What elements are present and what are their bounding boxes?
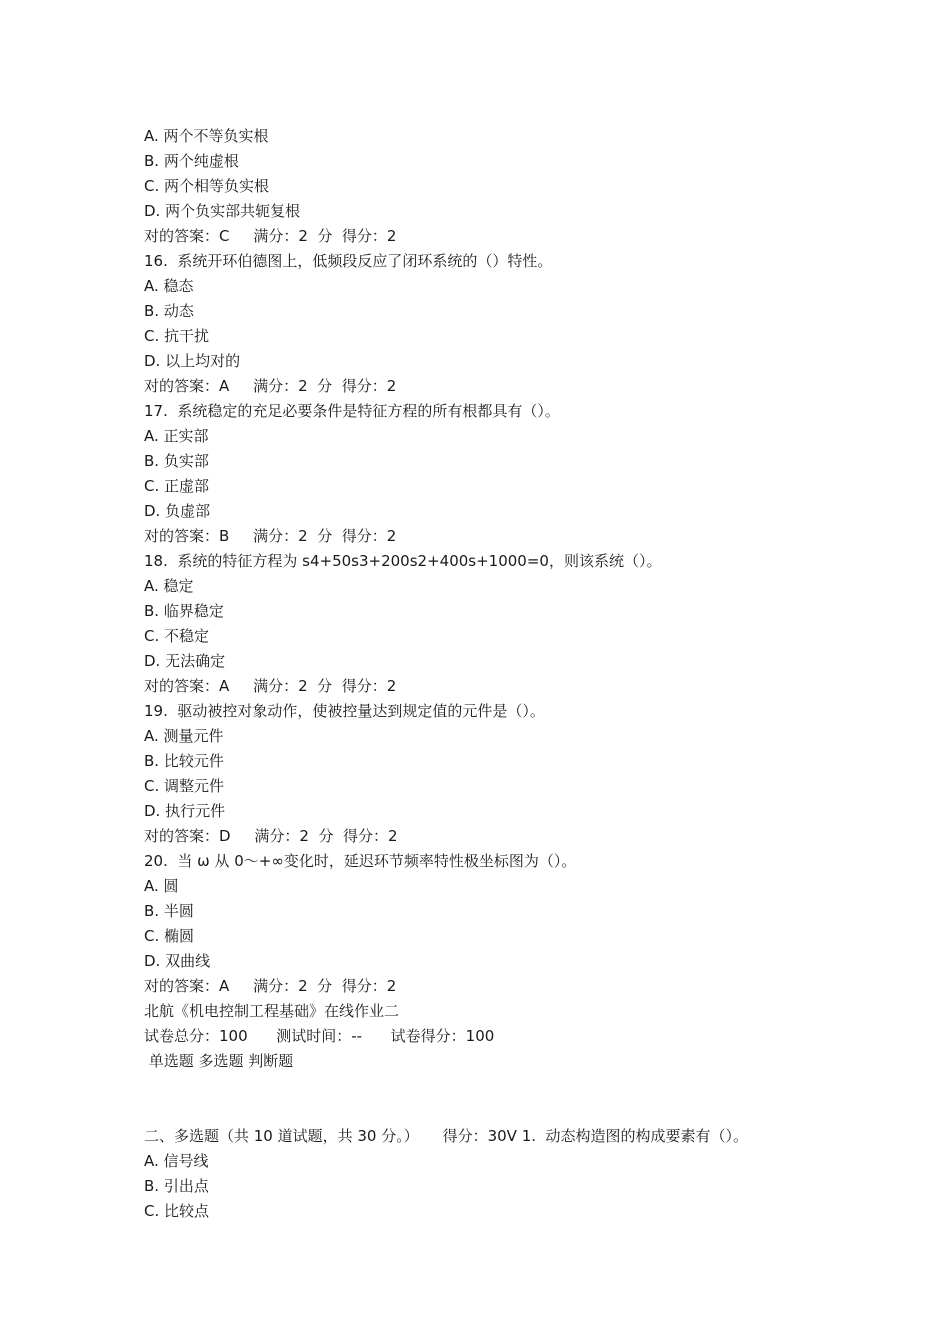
document-body bbox=[144, 124, 844, 1224]
text-line: 对的答案：A 满分：2 分 得分：2 bbox=[144, 977, 397, 995]
text-line: B. 半圆 bbox=[144, 902, 194, 920]
text-line: A. 圆 bbox=[144, 877, 179, 895]
text-line: D. 以上均对的 bbox=[144, 352, 241, 370]
text-line: B. 引出点 bbox=[144, 1177, 209, 1195]
spacer bbox=[144, 1074, 844, 1124]
text-line: D. 两个负实部共轭复根 bbox=[144, 202, 301, 220]
text-line: 19. 驱动被控对象动作，使被控量达到规定值的元件是（）。 bbox=[144, 702, 545, 720]
text-line: 试卷总分：100 测试时间：-- 试卷得分：100 bbox=[144, 1027, 495, 1045]
text-line: D. 负虚部 bbox=[144, 502, 211, 520]
text-line: B. 比较元件 bbox=[144, 752, 224, 770]
text-line: 16. 系统开环伯德图上，低频段反应了闭环系统的（）特性。 bbox=[144, 252, 553, 270]
text-line: C. 正虚部 bbox=[144, 477, 210, 495]
text-line: 单选题 多选题 判断题 bbox=[144, 1052, 294, 1070]
text-line: A. 两个不等负实根 bbox=[144, 127, 269, 145]
text-line: C. 不稳定 bbox=[144, 627, 210, 645]
text-line: B. 负实部 bbox=[144, 452, 209, 470]
text-line: B. 两个纯虚根 bbox=[144, 152, 239, 170]
text-line: B. 临界稳定 bbox=[144, 602, 224, 620]
text-line: 对的答案：A 满分：2 分 得分：2 bbox=[144, 677, 397, 695]
text-line: A. 稳态 bbox=[144, 277, 194, 295]
text-line: A. 正实部 bbox=[144, 427, 209, 445]
text-line: 对的答案：D 满分：2 分 得分：2 bbox=[144, 827, 398, 845]
text-line: D. 无法确定 bbox=[144, 652, 226, 670]
text-line: C. 调整元件 bbox=[144, 777, 225, 795]
text-line: 对的答案：B 满分：2 分 得分：2 bbox=[144, 527, 397, 545]
text-line: 17. 系统稳定的充足必要条件是特征方程的所有根都具有（）。 bbox=[144, 402, 560, 420]
text-line: B. 动态 bbox=[144, 302, 194, 320]
text-line: C. 抗干扰 bbox=[144, 327, 210, 345]
text-line: 对的答案：A 满分：2 分 得分：2 bbox=[144, 377, 397, 395]
text-line: C. 两个相等负实根 bbox=[144, 177, 270, 195]
text-line: D. 双曲线 bbox=[144, 952, 211, 970]
text-line: A. 稳定 bbox=[144, 577, 194, 595]
text-line: C. 比较点 bbox=[144, 1202, 210, 1220]
question-block-lower bbox=[144, 1124, 844, 1224]
text-line: 北航《机电控制工程基础》在线作业二 bbox=[144, 1002, 400, 1020]
text-line: A. 测量元件 bbox=[144, 727, 224, 745]
text-line: 对的答案：C 满分：2 分 得分：2 bbox=[144, 227, 397, 245]
text-line: A. 信号线 bbox=[144, 1152, 209, 1170]
text-line: C. 椭圆 bbox=[144, 927, 195, 945]
text-line: 18. 系统的特征方程为 s4+50s3+200s2+400s+1000=0，则该系统（）。 bbox=[144, 552, 662, 570]
text-line: 20. 当 ω 从 0～+∞变化时，延迟环节频率特性极坐标图为（）。 bbox=[144, 852, 577, 870]
question-block-upper bbox=[144, 124, 844, 1074]
text-line: 二、多选题（共 10 道试题，共 30 分。） 得分：30V 1. 动态构造图的构成要素有（）。 bbox=[144, 1127, 749, 1145]
text-line: D. 执行元件 bbox=[144, 802, 226, 820]
